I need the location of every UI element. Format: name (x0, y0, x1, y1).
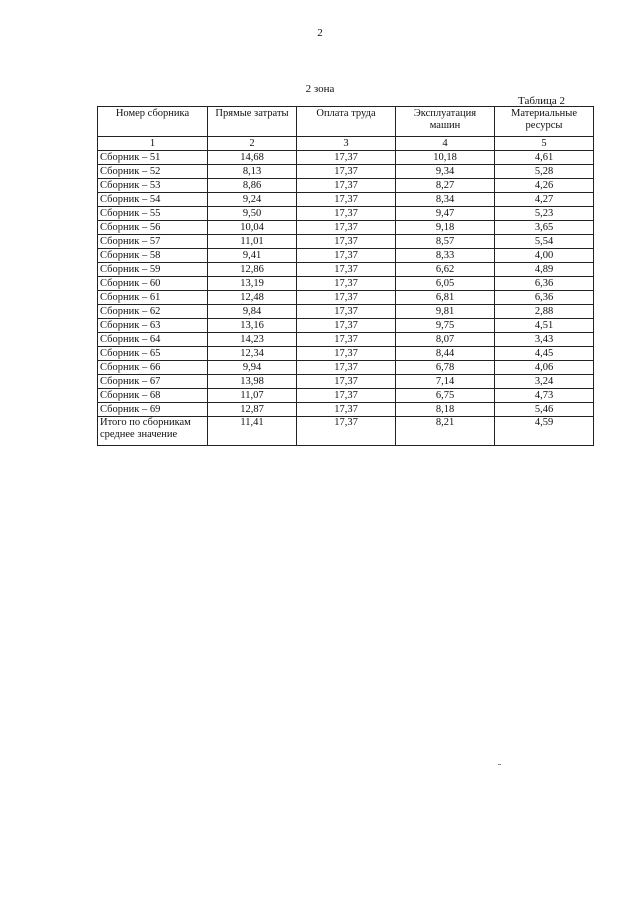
table-row (98, 277, 594, 291)
table-cell: 9,50 (208, 207, 297, 221)
table-cell: 17,37 (297, 389, 396, 403)
table-cell: 17,37 (297, 207, 396, 221)
table-cell: 4,27 (495, 193, 594, 207)
table-row (98, 179, 594, 193)
table-cell: 6,81 (396, 291, 495, 305)
table-cell: 9,81 (396, 305, 495, 319)
header-cell: Номер сборника (98, 107, 208, 137)
table-cell: 8,44 (396, 347, 495, 361)
row-label: Сборник – 68 (98, 389, 208, 403)
row-label: Сборник – 59 (98, 263, 208, 277)
table-cell: 4,73 (495, 389, 594, 403)
table-cell: 17,37 (297, 263, 396, 277)
table-row (98, 263, 594, 277)
table-cell: 17,37 (297, 193, 396, 207)
table-cell: 8,33 (396, 249, 495, 263)
table-cell: 17,37 (297, 305, 396, 319)
row-label: Сборник – 53 (98, 179, 208, 193)
table-name: Таблица 2 (518, 95, 566, 107)
table-cell: 4,26 (495, 179, 594, 193)
table-row (98, 319, 594, 333)
row-label: Сборник – 52 (98, 165, 208, 179)
table-cell: 4,61 (495, 151, 594, 165)
table-cell: 8,34 (396, 193, 495, 207)
table-cell: 7,14 (396, 375, 495, 389)
table-cell: 6,75 (396, 389, 495, 403)
table-cell: 17,37 (297, 151, 396, 165)
table-cell: 17,37 (297, 179, 396, 193)
column-number: 1 (98, 137, 208, 151)
row-label: Сборник – 51 (98, 151, 208, 165)
table-cell: 17,37 (297, 277, 396, 291)
table-cell: 8,13 (208, 165, 297, 179)
table-cell: 9,84 (208, 305, 297, 319)
data-table (97, 106, 594, 446)
table-row (98, 403, 594, 417)
table-row (98, 347, 594, 361)
scan-mark (498, 764, 501, 765)
table-cell: 12,86 (208, 263, 297, 277)
table-cell: 17,37 (297, 221, 396, 235)
row-label: Сборник – 60 (98, 277, 208, 291)
table-cell: 9,94 (208, 361, 297, 375)
header-cell: Прямые затраты (208, 107, 297, 137)
total-cell: 4,59 (495, 417, 594, 446)
table-row (98, 193, 594, 207)
table-cell: 4,89 (495, 263, 594, 277)
table-cell: 4,06 (495, 361, 594, 375)
row-label: Сборник – 61 (98, 291, 208, 305)
column-number: 4 (396, 137, 495, 151)
table-row (98, 249, 594, 263)
table-cell: 10,18 (396, 151, 495, 165)
header-cell: Материальные ресурсы (495, 107, 594, 137)
row-label: Сборник – 64 (98, 333, 208, 347)
table-cell: 9,75 (396, 319, 495, 333)
table-row (98, 305, 594, 319)
table-row (98, 221, 594, 235)
table-cell: 6,36 (495, 277, 594, 291)
row-label: Сборник – 63 (98, 319, 208, 333)
table-row (98, 235, 594, 249)
table-row (98, 151, 594, 165)
table-cell: 5,54 (495, 235, 594, 249)
table-cell: 17,37 (297, 361, 396, 375)
table-cell: 6,36 (495, 291, 594, 305)
row-label: Сборник – 55 (98, 207, 208, 221)
header-row (98, 107, 594, 137)
table-cell: 12,87 (208, 403, 297, 417)
table-cell: 4,51 (495, 319, 594, 333)
table-cell: 9,18 (396, 221, 495, 235)
header-cell: Оплата труда (297, 107, 396, 137)
table-cell: 4,45 (495, 347, 594, 361)
table-cell: 2,88 (495, 305, 594, 319)
table-cell: 10,04 (208, 221, 297, 235)
table-row (98, 361, 594, 375)
table-cell: 4,00 (495, 249, 594, 263)
column-number: 3 (297, 137, 396, 151)
table-cell: 17,37 (297, 249, 396, 263)
table-row (98, 375, 594, 389)
table-cell: 12,34 (208, 347, 297, 361)
table-cell: 13,98 (208, 375, 297, 389)
table-row (98, 333, 594, 347)
table-row (98, 165, 594, 179)
table-cell: 9,41 (208, 249, 297, 263)
table-cell: 6,05 (396, 277, 495, 291)
table-cell: 17,37 (297, 165, 396, 179)
row-label: Сборник – 66 (98, 361, 208, 375)
total-label: Итого по сборникам среднее значение (98, 417, 208, 446)
header-cell: Эксплуатация машин (396, 107, 495, 137)
column-number-row (98, 137, 594, 151)
table-cell: 6,78 (396, 361, 495, 375)
table-row (98, 207, 594, 221)
column-number: 5 (495, 137, 594, 151)
table-cell: 5,46 (495, 403, 594, 417)
table-cell: 17,37 (297, 333, 396, 347)
table-cell: 9,24 (208, 193, 297, 207)
table-cell: 9,47 (396, 207, 495, 221)
table-cell: 13,19 (208, 277, 297, 291)
table-cell: 6,62 (396, 263, 495, 277)
page-number: 2 (317, 27, 323, 39)
table-cell: 17,37 (297, 375, 396, 389)
table-row (98, 291, 594, 305)
table-cell: 14,23 (208, 333, 297, 347)
table-cell: 3,43 (495, 333, 594, 347)
table-cell: 17,37 (297, 291, 396, 305)
table-cell: 12,48 (208, 291, 297, 305)
table-cell: 8,57 (396, 235, 495, 249)
table-cell: 5,28 (495, 165, 594, 179)
table-cell: 17,37 (297, 347, 396, 361)
table-row (98, 389, 594, 403)
total-cell: 17,37 (297, 417, 396, 446)
row-label: Сборник – 58 (98, 249, 208, 263)
total-cell: 8,21 (396, 417, 495, 446)
table-cell: 9,34 (396, 165, 495, 179)
table-cell: 17,37 (297, 319, 396, 333)
table-cell: 11,07 (208, 389, 297, 403)
table-body (98, 151, 594, 417)
table-cell: 3,24 (495, 375, 594, 389)
table-cell: 17,37 (297, 235, 396, 249)
table-cell: 13,16 (208, 319, 297, 333)
row-label: Сборник – 67 (98, 375, 208, 389)
table-cell: 3,65 (495, 221, 594, 235)
table-cell: 14,68 (208, 151, 297, 165)
total-row (98, 417, 594, 446)
table-cell: 8,07 (396, 333, 495, 347)
table-cell: 11,01 (208, 235, 297, 249)
zone-title: 2 зона (305, 83, 335, 95)
column-number: 2 (208, 137, 297, 151)
row-label: Сборник – 62 (98, 305, 208, 319)
table-cell: 5,23 (495, 207, 594, 221)
table-cell: 8,18 (396, 403, 495, 417)
table-cell: 8,27 (396, 179, 495, 193)
row-label: Сборник – 54 (98, 193, 208, 207)
row-label: Сборник – 56 (98, 221, 208, 235)
row-label: Сборник – 57 (98, 235, 208, 249)
total-cell: 11,41 (208, 417, 297, 446)
table-cell: 8,86 (208, 179, 297, 193)
row-label: Сборник – 69 (98, 403, 208, 417)
table-cell: 17,37 (297, 403, 396, 417)
row-label: Сборник – 65 (98, 347, 208, 361)
